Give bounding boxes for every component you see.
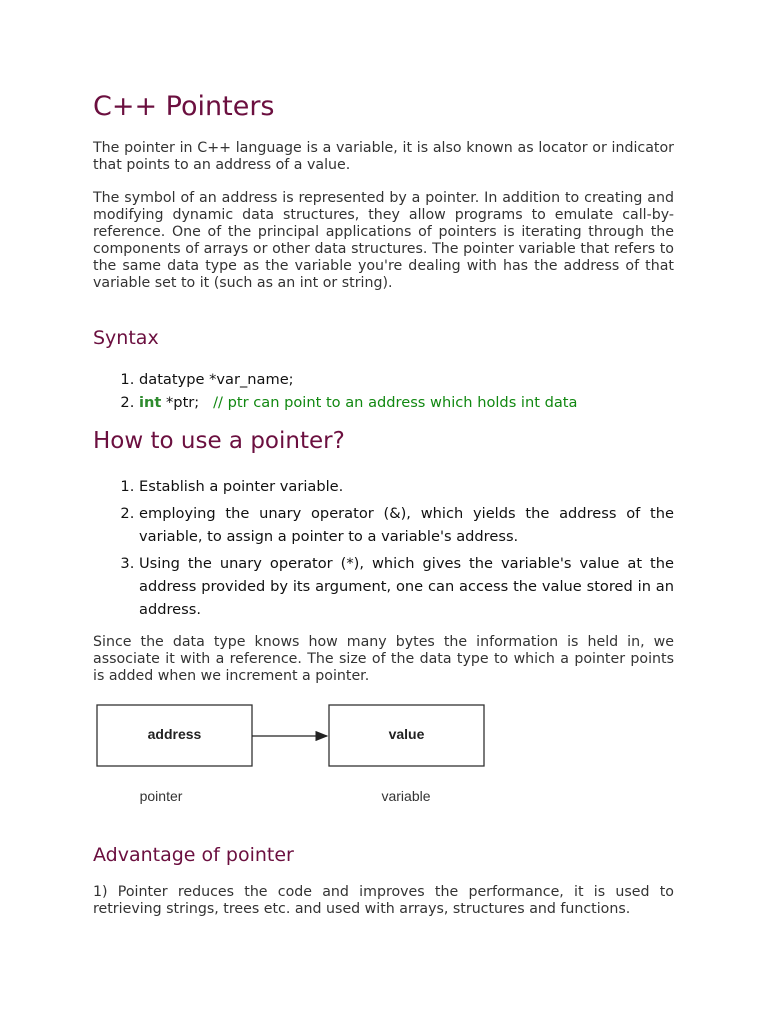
syntax-line-2-text: *ptr; (161, 394, 200, 411)
usage-heading: How to use a pointer? (93, 428, 345, 454)
syntax-heading: Syntax (93, 327, 159, 349)
advantages-heading: Advantage of pointer (93, 844, 294, 866)
syntax-list (93, 368, 674, 414)
syntax-keyword-int: int (139, 394, 162, 411)
syntax-line-2 (139, 391, 674, 414)
page-title: C++ Pointers (93, 91, 275, 122)
syntax-comment: // ptr can point to an address which holds int data (213, 394, 578, 411)
intro-paragraph: The pointer in C++ language is a variable, it is also known as locator or indicator that points to an address of a value. (93, 140, 674, 173)
syntax-line-1-text: datatype *var_name; (139, 371, 294, 388)
pointer-caption: pointer (139, 788, 183, 804)
increment-note-paragraph: Since the data type knows how many bytes the information is held in, we associate it with a reference. The size of the data type to which a pointer points is added when we increment a pointer. (93, 634, 674, 684)
description-paragraph: The symbol of an address is represented by a pointer. In addition to creating and modifying dynamic data structures, they allow programs to emulate call-by-reference. One of the principal applications of pointers is iterating through the components of arrays or other data structures. The pointer variable that refers to the same data type as the variable you're dealing with has the address of that variable set to it (such as an int or string). (93, 190, 674, 291)
advantage-item-1: 1) Pointer reduces the code and improves the performance, it is used to retrieving strings, trees etc. and used with arrays, structures and functions. (93, 884, 674, 917)
variable-caption: variable (381, 788, 431, 804)
syntax-line-1 (139, 368, 674, 391)
pointer-diagram-svg (96, 703, 491, 813)
usage-step: 2. employing the unary operator (&), which yields the address of the variable, to assign a pointer to a variable's address. (139, 502, 674, 548)
usage-step: 3. Using the unary operator (*), which gives the variable's value at the address provided by its argument, one can access the value stored in an address. (139, 552, 674, 621)
usage-step: 1. Establish a pointer variable. (139, 475, 674, 498)
pointer-diagram (96, 703, 491, 817)
usage-steps-list (93, 475, 674, 625)
address-label: address (147, 726, 202, 742)
value-label: value (388, 726, 425, 742)
